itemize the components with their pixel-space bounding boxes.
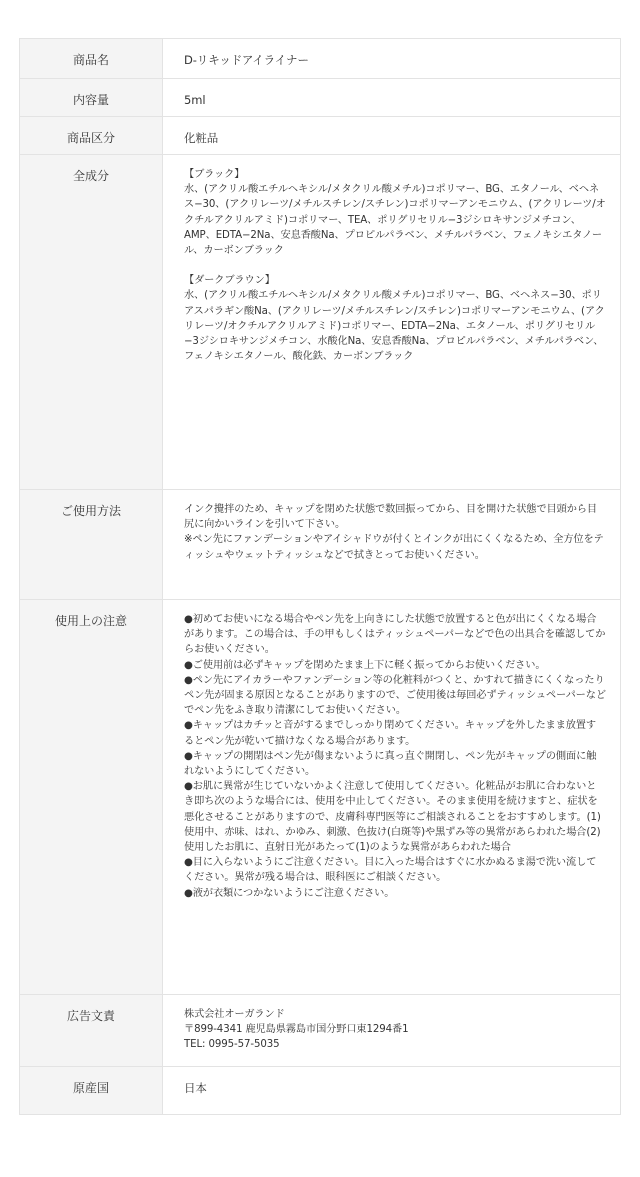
precaution-note: ●ご使用前は必ずキャップを閉めたまま上下に軽く振ってからお使いください。 [184, 659, 546, 671]
precautions-value [163, 600, 621, 995]
spec-row-advertiser [20, 995, 621, 1067]
category-value: 化粧品 [163, 117, 621, 155]
spec-row-precautions [20, 600, 621, 995]
usage-value [163, 490, 621, 600]
ingredients-label: 全成分 [20, 155, 163, 490]
brown-ingredients-title: 【ダークブラウン】 [184, 275, 275, 287]
precaution-note: ●ペン先にアイカラーやファンデーション等の化粧料がつくと、かすれて描きにくくなったりペン先が固まる原因となることがありますので、ご使用後は毎回必ずティッシュペーパーなどでペン先をふき取り清潔にしてお使いください。 [184, 674, 606, 717]
advertiser-value [163, 995, 621, 1067]
precaution-note: ●キャップはカチッと音がするまでしっかり閉めてください。キャップを外したまま放置するとペン先が乾いて描けなくなる場合があります。 [184, 720, 596, 747]
brown-ingredients-text: 水、(アクリル酸エチルヘキシル/メタクリル酸メチル)コポリマー、BG、ベヘネス−30、ポリアスパラギン酸Na、(アクリレーツ/メチルスチレン/スチレン)コポリマーアンモニウム、(アクリレーツ/オクチルアクリルアミド)コポリマー、EDTA−2Na、エタノール、ポリグリセリル−3ジシロキサンジメチコン、水酸化Na、安息香酸Na、プロピルパラベン、メチルパラベン、フェノキシエタノール、酸化鉄、カーボンブラック [184, 290, 605, 363]
origin-value: 日本 [163, 1067, 621, 1115]
product-name-label: 商品名 [20, 39, 163, 79]
origin-label: 原産国 [20, 1067, 163, 1115]
ingredients-value [163, 155, 621, 490]
spec-row-ingredients [20, 155, 621, 490]
precaution-note: ●目に入らないようにご注意ください。目に入った場合はすぐに水かぬるま湯で洗い流してください。異常が残る場合は、眼科医にご相談ください。 [184, 857, 597, 884]
advertiser-company: 株式会社オーガランド [184, 1009, 285, 1020]
precaution-note: ●キャップの開閉はペン先が傷まないように真っ直ぐ開閉し、ペン先がキャップの側面に触れないようにしてください。 [184, 750, 597, 778]
advertiser-address: 〒899-4341 鹿児島県霧島市国分野口東1294番1 [184, 1024, 409, 1036]
precaution-note: ●初めてお使いになる場合やペン先を上向きにした状態で放置すると色が出にくくなる場合があります。この場合は、手の甲もしくはティッシュペーパーなどで色の出具合を確認してからお使いください。 [184, 614, 606, 656]
usage-text-1: インク攪拌のため、キャップを閉めた状態で数回振ってから、目を開けた状態で目頭から目尻に向かいラインを引いて下さい。 [184, 504, 597, 531]
product-name-value: D-リキッドアイライナー [163, 39, 621, 79]
usage-text-2: ※ペン先にファンデーションやアイシャドウが付くとインクが出にくくなるため、全方位をティッシュやウェットティッシュなどで拭きとってお使いください。 [184, 534, 604, 561]
spec-row-volume [20, 79, 621, 117]
precautions-label: 使用上の注意 [20, 600, 163, 995]
spec-row-origin [20, 1067, 621, 1115]
spec-row-product-name [20, 39, 621, 79]
advertiser-tel: TEL: 0995-57-5035 [184, 1039, 280, 1051]
precaution-note: ●お肌に異常が生じていないかよく注意して使用してください。化粧品がお肌に合わないとき即ち次のような場合には、使用を中止してください。そのまま使用を続けますと、症状を悪化させることがありますので、皮膚科専門医等にご相談されることをおすすめします。(1)使用中、赤味、はれ、かゆみ、刺激、色抜け(白斑等)や黒ずみ等の異常があらわれた場合(2)使用したお肌に、直射日光があたって(1)のような異常があらわれた場合 [184, 781, 601, 854]
spec-row-category [20, 117, 621, 155]
volume-value: 5ml [163, 79, 621, 117]
black-ingredients-title: 【ブラック】 [184, 169, 245, 180]
category-label: 商品区分 [20, 117, 163, 155]
spec-row-usage [20, 490, 621, 600]
volume-label: 内容量 [20, 79, 163, 117]
precaution-note: ●液が衣類につかないようにご注意ください。 [184, 887, 395, 899]
advertiser-label: 広告文責 [20, 995, 163, 1067]
black-ingredients-text: 水、(アクリル酸エチルヘキシル/メタクリル酸メチル)コポリマー、BG、エタノール、ベヘネス−30、(アクリレーツ/メチルスチレン/スチレン)コポリマーアンモニウム、(アクリレーツ/オクチルアクリルアミド)コポリマー、TEA、ポリグリセリル−3ジシロキサンジメチコン、AMP、EDTA−2Na、安息香酸Na、プロピルパラベン、メチルパラベン、フェノキシエタノール、カーボンブラック [184, 184, 606, 257]
product-spec-table [19, 38, 621, 1115]
usage-label: ご使用方法 [20, 490, 163, 600]
